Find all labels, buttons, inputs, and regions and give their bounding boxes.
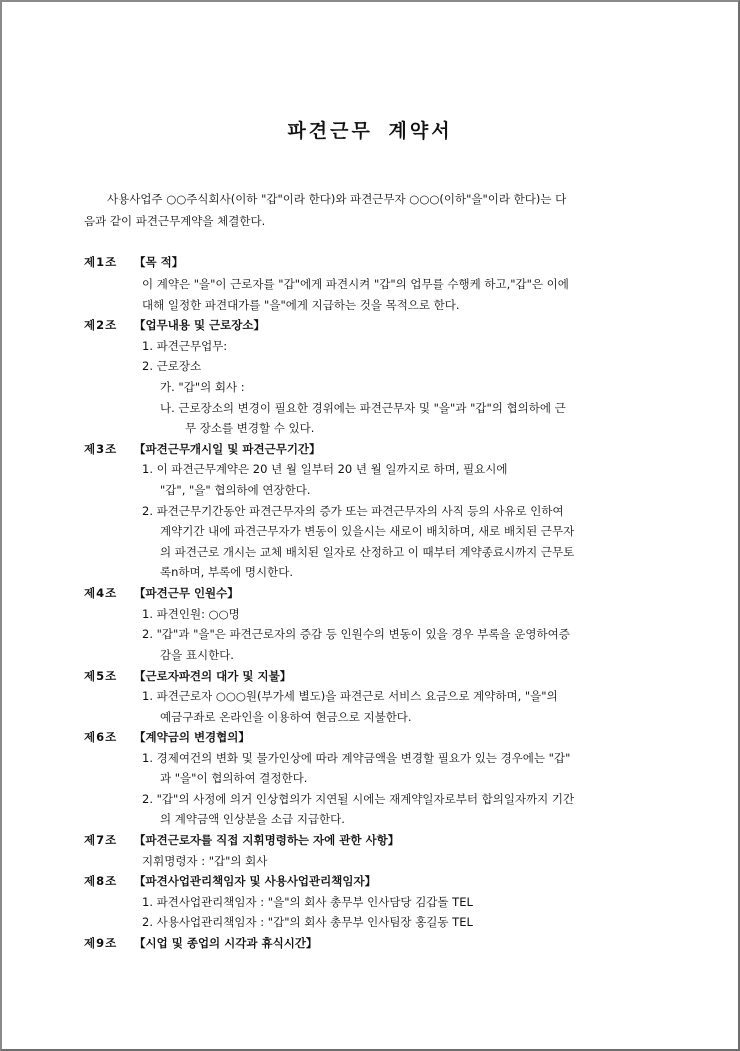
article-line: 2. "갑"의 사정에 의거 인상협의가 지연될 시에는 재계약일자로부터 합의일자까지 기간 [142,792,575,806]
article-line: 나. 근로장소의 변경이 필요한 경위에는 파견근무자 및 "을"과 "갑"의 협의하에 근 [160,401,566,415]
article-line: 1. 파견인원: ○○명 [142,607,240,621]
article-2-label: 제2조 [84,318,118,332]
article-line: 의 파견근로 개시는 교체 배치된 일자로 산정하고 이 때부터 계약종료시까지 근무토 [160,545,575,559]
article-4-label: 제4조 [84,586,118,600]
article-line: 무 장소를 변경할 수 있다. [185,421,315,435]
article-3-heading: 【파견근무개시일 및 파견근무기간】 [134,442,321,456]
article-3-label: 제3조 [84,442,118,456]
article-7-heading: 【파견근로자를 직접 지휘명령하는 자에 관한 사항】 [134,833,400,847]
article-6-label: 제6조 [84,730,118,744]
article-line: 1. 파견사업관리책임자 : "을"의 회사 총무부 인사담당 김갑돌 TEL [142,895,473,909]
article-line: 1. 파견근로자 ○○○원(부가세 별도)을 파견근로 서비스 요금으로 계약하며, "을"의 [142,689,558,703]
article-line: 2. 사용사업관리책임자 : "갑"의 회사 총무부 인사팀장 홍길동 TEL [142,915,473,929]
article-line: 1. 경제여건의 변화 및 물가인상에 따라 계약금액을 변경할 필요가 있는 경우에는 "갑" [142,751,571,765]
article-7-label: 제7조 [84,833,118,847]
article-line: 이 계약은 "을"이 근로자를 "갑"에게 파견시켜 "갑"의 업무를 수행케 하고,"갑"은 이에 [142,277,569,291]
article-1-label: 제1조 [84,255,118,269]
article-line: 대해 일정한 파견대가를 "을"에게 지급하는 것을 목적으로 한다. [142,298,460,312]
article-line: 2. 근로장소 [142,359,202,373]
intro-line-1: 사용사업주 ○○주식회사(이하 "갑"이라 한다)와 파견근무자 ○○○(이하"을"이라 한다)는 다 [107,192,567,206]
article-9-label: 제9조 [84,936,118,950]
article-5-label: 제5조 [84,669,118,683]
article-5-heading: 【근로자파견의 대가 및 지불】 [134,669,292,683]
article-line: 록n하며, 부록에 명시한다. [160,565,293,579]
article-2-heading: 【업무내용 및 근로장소】 [134,318,265,332]
article-line: 예금구좌로 온라인을 이용하여 현금으로 지불한다. [160,710,412,724]
article-line: 의 계약금액 인상분을 소급 지급한다. [160,812,345,826]
article-4-heading: 【파견근무 인원수】 [134,586,239,600]
article-1-heading: 【목 적】 [134,255,184,269]
document-title: 파견근무 계약서 [287,120,453,142]
article-line: 가. "갑"의 회사 : [160,380,245,394]
article-line: 2. 파견근무기간동안 파견근무자의 증가 또는 파견근무자의 사직 등의 사유로 인하여 [142,504,564,518]
article-line: 2. "갑"과 "을"은 파견근로자의 증감 등 인원수의 변동이 있을 경우 부록을 운영하여증 [142,627,570,641]
article-line: 1. 이 파견근무계약은 20 년 월 일부터 20 년 월 일까지로 하며, 필요시에 [142,462,508,476]
article-8-label: 제8조 [84,874,118,888]
article-line: 계약기간 내에 파견근무자가 변동이 있을시는 새로이 배치하며, 새로 배치된 근무자 [160,524,575,538]
article-line: 과 "을"이 협의하여 결정한다. [160,771,308,785]
intro-line-2: 음과 같이 파견근무계약을 체결한다. [84,214,266,228]
article-line: "갑", "을" 협의하에 연장한다. [160,483,311,497]
article-9-heading: 【시업 및 종업의 시각과 휴식시간】 [134,936,318,950]
article-line: 1. 파견근무업무: [142,339,228,353]
article-line: 지휘명령자 : "갑"의 회사 [142,854,268,868]
article-6-heading: 【계약금의 변경협의】 [134,730,250,744]
article-8-heading: 【파견사업관리책임자 및 사용사업관리책임자】 [134,874,377,888]
article-line: 감을 표시한다. [160,648,234,662]
